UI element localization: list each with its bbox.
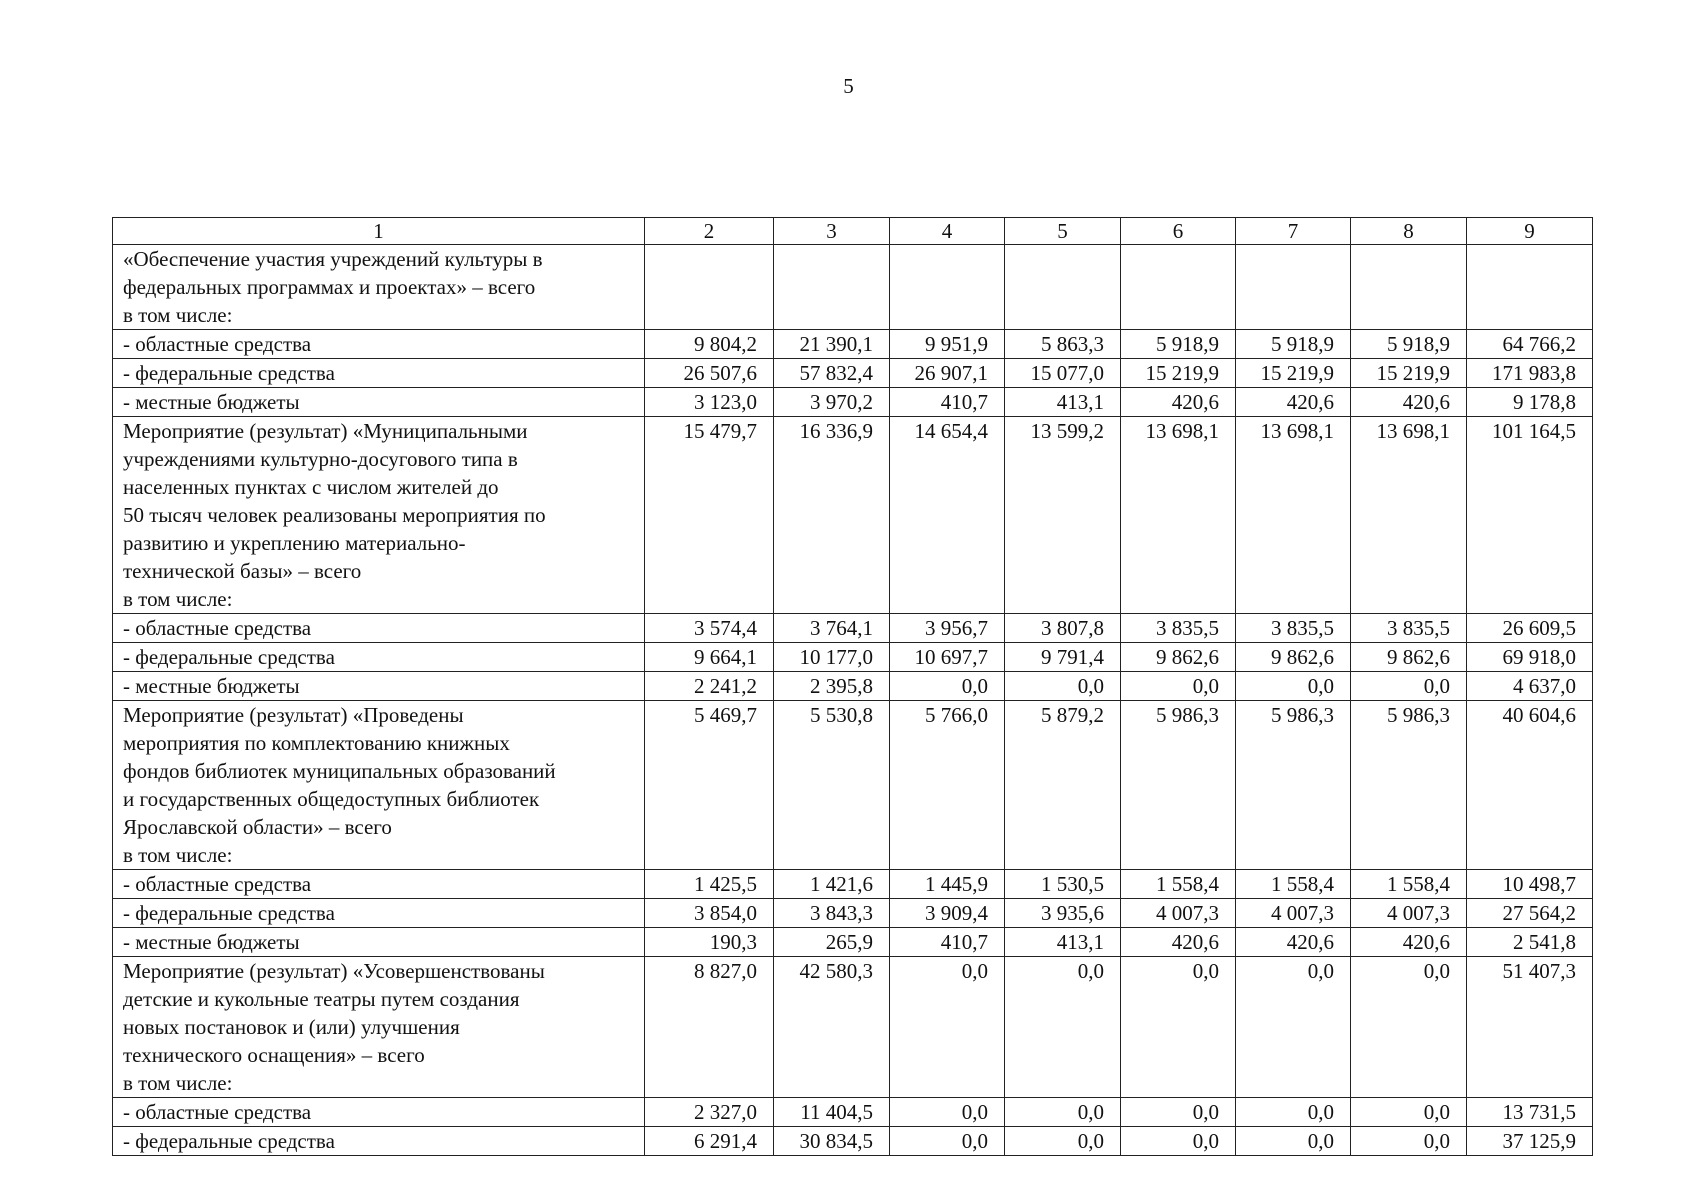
value-cell-col-6: 0,0 xyxy=(1121,957,1236,1098)
funding-source-row xyxy=(113,330,1593,359)
funding-source-row xyxy=(113,1127,1593,1156)
value-cell-col-4: 10 697,7 xyxy=(890,643,1005,672)
value-cell-col-7 xyxy=(1236,245,1351,330)
value-cell-col-5: 413,1 xyxy=(1005,388,1121,417)
value-cell-col-4: 0,0 xyxy=(890,672,1005,701)
value-cell-col-9: 171 983,8 xyxy=(1467,359,1593,388)
table-body xyxy=(113,245,1593,1156)
value-cell-col-6: 420,6 xyxy=(1121,928,1236,957)
measure-row xyxy=(113,245,1593,330)
value-cell-col-4: 3 909,4 xyxy=(890,899,1005,928)
value-cell-col-9: 101 164,5 xyxy=(1467,417,1593,614)
value-cell-col-7: 1 558,4 xyxy=(1236,870,1351,899)
funding-source-label: - федеральные средства xyxy=(113,1127,645,1156)
value-cell-col-3: 265,9 xyxy=(774,928,890,957)
value-cell-col-3: 11 404,5 xyxy=(774,1098,890,1127)
column-header-7: 7 xyxy=(1236,218,1351,245)
value-cell-col-8: 0,0 xyxy=(1351,1098,1467,1127)
value-cell-col-4: 0,0 xyxy=(890,1127,1005,1156)
value-cell-col-5: 5 863,3 xyxy=(1005,330,1121,359)
value-cell-col-8 xyxy=(1351,245,1467,330)
value-cell-col-3: 42 580,3 xyxy=(774,957,890,1098)
value-cell-col-7: 5 986,3 xyxy=(1236,701,1351,870)
measure-title-cell: Мероприятие (результат) «Усовершенствованы детские и кукольные театры путем создания новых постановок и (или) улучшения технического оснащения» – всего в том числе: xyxy=(113,957,645,1098)
value-cell-col-5: 3 807,8 xyxy=(1005,614,1121,643)
value-cell-col-5: 5 879,2 xyxy=(1005,701,1121,870)
value-cell-col-6: 5 918,9 xyxy=(1121,330,1236,359)
value-cell-col-5: 413,1 xyxy=(1005,928,1121,957)
value-cell-col-9: 51 407,3 xyxy=(1467,957,1593,1098)
value-cell-col-5: 0,0 xyxy=(1005,1098,1121,1127)
value-cell-col-2: 2 241,2 xyxy=(645,672,774,701)
value-cell-col-5: 0,0 xyxy=(1005,672,1121,701)
funding-source-row xyxy=(113,870,1593,899)
value-cell-col-6 xyxy=(1121,245,1236,330)
value-cell-col-3: 30 834,5 xyxy=(774,1127,890,1156)
value-cell-col-4: 0,0 xyxy=(890,1098,1005,1127)
value-cell-col-8: 0,0 xyxy=(1351,957,1467,1098)
funding-source-label: - областные средства xyxy=(113,1098,645,1127)
column-number-header-row xyxy=(113,218,1593,245)
measure-title-cell: Мероприятие (результат) «Муниципальными учреждениями культурно-досугового типа в населенных пунктах с числом жителей до 50 тысяч человек реализованы мероприятия по развитию и укреплению материально- технической базы» – всего в том числе: xyxy=(113,417,645,614)
value-cell-col-9: 2 541,8 xyxy=(1467,928,1593,957)
value-cell-col-6: 420,6 xyxy=(1121,388,1236,417)
funding-source-row xyxy=(113,672,1593,701)
value-cell-col-2: 3 123,0 xyxy=(645,388,774,417)
value-cell-col-5: 9 791,4 xyxy=(1005,643,1121,672)
value-cell-col-3: 3 764,1 xyxy=(774,614,890,643)
value-cell-col-5: 0,0 xyxy=(1005,957,1121,1098)
value-cell-col-8: 3 835,5 xyxy=(1351,614,1467,643)
value-cell-col-2: 15 479,7 xyxy=(645,417,774,614)
value-cell-col-5: 0,0 xyxy=(1005,1127,1121,1156)
column-header-2: 2 xyxy=(645,218,774,245)
value-cell-col-4: 0,0 xyxy=(890,957,1005,1098)
value-cell-col-7: 13 698,1 xyxy=(1236,417,1351,614)
value-cell-col-6: 13 698,1 xyxy=(1121,417,1236,614)
value-cell-col-7: 3 835,5 xyxy=(1236,614,1351,643)
value-cell-col-8: 9 862,6 xyxy=(1351,643,1467,672)
value-cell-col-3: 3 843,3 xyxy=(774,899,890,928)
value-cell-col-5 xyxy=(1005,245,1121,330)
value-cell-col-6: 15 219,9 xyxy=(1121,359,1236,388)
measure-row xyxy=(113,957,1593,1098)
value-cell-col-9: 69 918,0 xyxy=(1467,643,1593,672)
value-cell-col-3: 21 390,1 xyxy=(774,330,890,359)
value-cell-col-9 xyxy=(1467,245,1593,330)
value-cell-col-8: 0,0 xyxy=(1351,1127,1467,1156)
value-cell-col-5: 13 599,2 xyxy=(1005,417,1121,614)
value-cell-col-8: 420,6 xyxy=(1351,928,1467,957)
value-cell-col-2 xyxy=(645,245,774,330)
column-header-9: 9 xyxy=(1467,218,1593,245)
value-cell-col-2: 3 854,0 xyxy=(645,899,774,928)
column-header-3: 3 xyxy=(774,218,890,245)
value-cell-col-2: 2 327,0 xyxy=(645,1098,774,1127)
value-cell-col-3 xyxy=(774,245,890,330)
column-header-4: 4 xyxy=(890,218,1005,245)
value-cell-col-9: 64 766,2 xyxy=(1467,330,1593,359)
value-cell-col-6: 1 558,4 xyxy=(1121,870,1236,899)
value-cell-col-2: 9 804,2 xyxy=(645,330,774,359)
funding-source-row xyxy=(113,1098,1593,1127)
value-cell-col-6: 0,0 xyxy=(1121,1127,1236,1156)
funding-source-label: - местные бюджеты xyxy=(113,388,645,417)
value-cell-col-3: 2 395,8 xyxy=(774,672,890,701)
measure-row xyxy=(113,417,1593,614)
value-cell-col-3: 3 970,2 xyxy=(774,388,890,417)
value-cell-col-2: 3 574,4 xyxy=(645,614,774,643)
value-cell-col-4: 9 951,9 xyxy=(890,330,1005,359)
value-cell-col-6: 5 986,3 xyxy=(1121,701,1236,870)
value-cell-col-9: 37 125,9 xyxy=(1467,1127,1593,1156)
value-cell-col-9: 40 604,6 xyxy=(1467,701,1593,870)
value-cell-col-7: 4 007,3 xyxy=(1236,899,1351,928)
value-cell-col-7: 0,0 xyxy=(1236,1127,1351,1156)
funding-source-label: - областные средства xyxy=(113,614,645,643)
value-cell-col-4 xyxy=(890,245,1005,330)
funding-table xyxy=(112,217,1593,1156)
value-cell-col-2: 1 425,5 xyxy=(645,870,774,899)
value-cell-col-5: 3 935,6 xyxy=(1005,899,1121,928)
value-cell-col-8: 13 698,1 xyxy=(1351,417,1467,614)
value-cell-col-6: 9 862,6 xyxy=(1121,643,1236,672)
value-cell-col-4: 410,7 xyxy=(890,928,1005,957)
value-cell-col-8: 5 918,9 xyxy=(1351,330,1467,359)
measure-row xyxy=(113,701,1593,870)
value-cell-col-8: 420,6 xyxy=(1351,388,1467,417)
value-cell-col-2: 190,3 xyxy=(645,928,774,957)
column-header-5: 5 xyxy=(1005,218,1121,245)
value-cell-col-9: 9 178,8 xyxy=(1467,388,1593,417)
value-cell-col-3: 16 336,9 xyxy=(774,417,890,614)
value-cell-col-8: 4 007,3 xyxy=(1351,899,1467,928)
value-cell-col-8: 0,0 xyxy=(1351,672,1467,701)
value-cell-col-7: 420,6 xyxy=(1236,388,1351,417)
column-header-6: 6 xyxy=(1121,218,1236,245)
value-cell-col-9: 13 731,5 xyxy=(1467,1098,1593,1127)
column-header-8: 8 xyxy=(1351,218,1467,245)
value-cell-col-4: 26 907,1 xyxy=(890,359,1005,388)
value-cell-col-6: 0,0 xyxy=(1121,672,1236,701)
value-cell-col-4: 1 445,9 xyxy=(890,870,1005,899)
page-number: 5 xyxy=(843,74,854,98)
value-cell-col-8: 1 558,4 xyxy=(1351,870,1467,899)
value-cell-col-4: 14 654,4 xyxy=(890,417,1005,614)
value-cell-col-6: 4 007,3 xyxy=(1121,899,1236,928)
funding-source-label: - областные средства xyxy=(113,870,645,899)
value-cell-col-9: 27 564,2 xyxy=(1467,899,1593,928)
value-cell-col-8: 5 986,3 xyxy=(1351,701,1467,870)
value-cell-col-7: 0,0 xyxy=(1236,957,1351,1098)
value-cell-col-3: 1 421,6 xyxy=(774,870,890,899)
value-cell-col-3: 57 832,4 xyxy=(774,359,890,388)
value-cell-col-2: 6 291,4 xyxy=(645,1127,774,1156)
funding-source-row xyxy=(113,388,1593,417)
value-cell-col-6: 3 835,5 xyxy=(1121,614,1236,643)
funding-source-row xyxy=(113,643,1593,672)
value-cell-col-7: 420,6 xyxy=(1236,928,1351,957)
measure-title-cell: «Обеспечение участия учреждений культуры в федеральных программах и проектах» – всего в том числе: xyxy=(113,245,645,330)
funding-source-row xyxy=(113,614,1593,643)
value-cell-col-9: 4 637,0 xyxy=(1467,672,1593,701)
value-cell-col-2: 5 469,7 xyxy=(645,701,774,870)
funding-source-row xyxy=(113,359,1593,388)
value-cell-col-5: 15 077,0 xyxy=(1005,359,1121,388)
funding-source-row xyxy=(113,899,1593,928)
column-header-1: 1 xyxy=(113,218,645,245)
value-cell-col-4: 5 766,0 xyxy=(890,701,1005,870)
value-cell-col-8: 15 219,9 xyxy=(1351,359,1467,388)
value-cell-col-7: 0,0 xyxy=(1236,1098,1351,1127)
value-cell-col-4: 410,7 xyxy=(890,388,1005,417)
value-cell-col-3: 10 177,0 xyxy=(774,643,890,672)
value-cell-col-5: 1 530,5 xyxy=(1005,870,1121,899)
funding-source-label: - местные бюджеты xyxy=(113,928,645,957)
funding-source-row xyxy=(113,928,1593,957)
value-cell-col-4: 3 956,7 xyxy=(890,614,1005,643)
value-cell-col-3: 5 530,8 xyxy=(774,701,890,870)
funding-source-label: - федеральные средства xyxy=(113,359,645,388)
funding-source-label: - областные средства xyxy=(113,330,645,359)
value-cell-col-7: 5 918,9 xyxy=(1236,330,1351,359)
value-cell-col-9: 26 609,5 xyxy=(1467,614,1593,643)
value-cell-col-9: 10 498,7 xyxy=(1467,870,1593,899)
value-cell-col-7: 9 862,6 xyxy=(1236,643,1351,672)
funding-source-label: - федеральные средства xyxy=(113,643,645,672)
measure-title-cell: Мероприятие (результат) «Проведены мероприятия по комплектованию книжных фондов библиотек муниципальных образований и государственных общедоступных библиотек Ярославской области» – всего в том числе: xyxy=(113,701,645,870)
value-cell-col-6: 0,0 xyxy=(1121,1098,1236,1127)
value-cell-col-2: 9 664,1 xyxy=(645,643,774,672)
value-cell-col-2: 8 827,0 xyxy=(645,957,774,1098)
value-cell-col-7: 15 219,9 xyxy=(1236,359,1351,388)
value-cell-col-2: 26 507,6 xyxy=(645,359,774,388)
funding-source-label: - местные бюджеты xyxy=(113,672,645,701)
funding-source-label: - федеральные средства xyxy=(113,899,645,928)
value-cell-col-7: 0,0 xyxy=(1236,672,1351,701)
